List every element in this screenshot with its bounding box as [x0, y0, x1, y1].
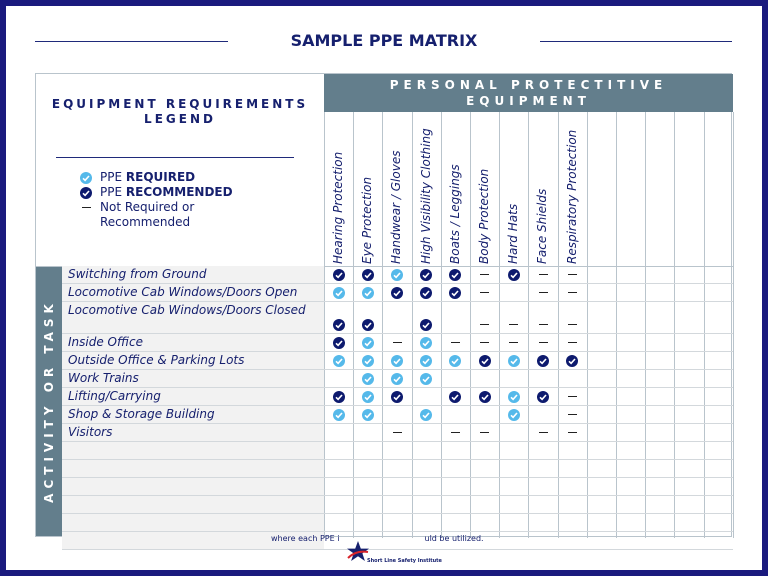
row-divider: [324, 301, 733, 302]
column-divider: [645, 112, 646, 538]
recommended-check-icon: [449, 269, 461, 281]
legend-not-required: [78, 200, 220, 230]
recommended-check-icon: [508, 269, 520, 281]
task-label: Outside Office & Parking Lots: [68, 353, 245, 367]
recommended-check-icon: [537, 391, 549, 403]
not-required-dash: [539, 324, 548, 325]
recommended-check-icon: [362, 319, 374, 331]
required-check-icon: [420, 409, 432, 421]
row-divider: [324, 369, 733, 370]
required-check-icon: [362, 287, 374, 299]
column-label: Face Shields: [535, 188, 550, 264]
task-row-background: [62, 442, 324, 460]
column-divider: [674, 112, 675, 538]
column-divider: [704, 112, 705, 538]
recommended-check-icon: [391, 391, 403, 403]
column-divider: [499, 112, 500, 538]
required-check-icon: [508, 391, 520, 403]
not-required-dash: [539, 274, 548, 275]
not-required-dash: [539, 342, 548, 343]
column-divider: [558, 112, 559, 538]
recommended-check-icon: [479, 391, 491, 403]
required-check-icon: [362, 355, 374, 367]
column-divider: [528, 112, 529, 538]
required-check-icon: [420, 337, 432, 349]
not-required-dash: [568, 342, 577, 343]
column-label: Hard Hats: [506, 203, 521, 264]
recommended-check-icon: [449, 287, 461, 299]
task-row-background: [62, 496, 324, 514]
required-check-icon: [420, 373, 432, 385]
footer-text-right: uld be utilized.: [424, 534, 484, 543]
required-check-icon: [508, 409, 520, 421]
not-required-dash: [480, 324, 489, 325]
task-label: Switching from Ground: [68, 267, 207, 281]
recommended-check-icon: [449, 391, 461, 403]
column-divider: [587, 112, 588, 538]
legend-required-label: REQUIRED: [125, 170, 196, 184]
required-check-icon: [333, 409, 345, 421]
ppe-header-text: PERSONAL PROTECTITIVE EQUIPMENT: [389, 78, 668, 108]
column-label: High Visibility Clothing: [418, 128, 433, 264]
not-required-dash: [451, 432, 460, 433]
not-required-dash: [568, 414, 577, 415]
required-check-icon: [449, 355, 461, 367]
not-required-dash: [509, 324, 518, 325]
row-divider: [324, 333, 733, 334]
required-check-icon: [333, 287, 345, 299]
recommended-check-icon: [566, 355, 578, 367]
row-divider: [324, 441, 733, 442]
task-row-background: [62, 478, 324, 496]
column-divider: [470, 112, 471, 538]
not-required-dash: [568, 324, 577, 325]
task-row-background: [62, 514, 324, 532]
column-divider: [382, 112, 383, 538]
row-divider: [324, 405, 733, 406]
column-label: Handwear / Gloves: [389, 150, 404, 264]
task-label: Locomotive Cab Windows/Doors Open: [68, 285, 298, 299]
column-divider: [733, 112, 734, 538]
required-check-icon: [391, 373, 403, 385]
legend-required-prefix: PPE: [100, 170, 126, 184]
task-label: Work Trains: [68, 371, 139, 385]
row-divider: [324, 495, 733, 496]
column-label: Hearing Protection: [331, 151, 345, 264]
task-label: Lifting/Carrying: [68, 389, 161, 403]
legend-recommended: [78, 185, 233, 200]
row-divider: [324, 531, 733, 532]
row-divider: [324, 423, 733, 424]
legend-title: EQUIPMENT REQUIREMENTS LEGEND: [51, 97, 309, 126]
row-divider: [324, 459, 733, 460]
legend-required: [78, 170, 195, 185]
required-check-icon: [508, 355, 520, 367]
required-check-icon: [362, 373, 374, 385]
activity-header: [36, 266, 62, 536]
not-required-dash: [480, 432, 489, 433]
column-label: Respiratory Protection: [564, 129, 579, 264]
activity-header-text: ACTIVITY OR TASK: [42, 299, 56, 503]
recommended-check-icon: [420, 269, 432, 281]
footer-text-left: where each PPE i: [271, 534, 340, 543]
logo: [342, 540, 442, 568]
task-label: Locomotive Cab Windows/Doors Closed: [68, 303, 306, 317]
recommended-check-icon: [333, 337, 345, 349]
required-check-icon: [333, 355, 345, 367]
not-required-dash: [568, 396, 577, 397]
task-row-background: [62, 460, 324, 478]
required-check-icon: [420, 355, 432, 367]
not-required-dash: [539, 292, 548, 293]
logo-text: Short Line Safety Institute: [367, 558, 442, 564]
column-divider: [616, 112, 617, 538]
recommended-check-icon: [362, 269, 374, 281]
recommended-check-icon: [333, 391, 345, 403]
not-required-dash: [539, 432, 548, 433]
required-check-icon: [362, 391, 374, 403]
not-required-dash: [568, 292, 577, 293]
required-check-icon: [362, 337, 374, 349]
required-check-icon: [391, 269, 403, 281]
required-check-icon: [80, 172, 92, 184]
recommended-check-icon: [479, 355, 491, 367]
ppe-header: [324, 74, 733, 112]
legend: [36, 74, 324, 266]
required-check-icon: [391, 355, 403, 367]
legend-not-required-label: Not Required or Recommended: [100, 200, 195, 229]
not-required-dash: [480, 342, 489, 343]
task-label: Visitors: [68, 425, 113, 439]
row-divider: [324, 387, 733, 388]
column-divider: [441, 112, 442, 538]
not-required-dash: [393, 432, 402, 433]
task-label: Shop & Storage Building: [68, 407, 215, 421]
dash-icon: [82, 207, 91, 208]
not-required-dash: [393, 342, 402, 343]
column-divider: [353, 112, 354, 538]
column-label: Eye Protection: [360, 176, 375, 264]
column-label: Boats / Leggings: [447, 164, 462, 264]
task-label: Inside Office: [68, 335, 143, 349]
row-divider: [324, 283, 733, 284]
row-divider: [324, 513, 733, 514]
recommended-check-icon: [333, 269, 345, 281]
column-divider: [412, 112, 413, 538]
required-check-icon: [362, 409, 374, 421]
row-divider: [324, 351, 733, 352]
not-required-dash: [480, 274, 489, 275]
ppe-matrix: [35, 73, 732, 537]
column-label: Body Protection: [477, 168, 491, 264]
not-required-dash: [568, 432, 577, 433]
recommended-check-icon: [537, 355, 549, 367]
not-required-dash: [509, 342, 518, 343]
row-divider: [324, 477, 733, 478]
page-title: SAMPLE PPE MATRIX: [290, 31, 478, 50]
recommended-check-icon: [80, 187, 92, 199]
legend-divider: [56, 157, 294, 158]
slide: [6, 6, 762, 570]
not-required-dash: [451, 342, 460, 343]
legend-recommended-label: RECOMMENDED: [125, 185, 233, 199]
legend-recommended-prefix: PPE: [100, 185, 126, 199]
column-divider: [324, 112, 325, 538]
not-required-dash: [568, 274, 577, 275]
recommended-check-icon: [420, 319, 432, 331]
recommended-check-icon: [391, 287, 403, 299]
recommended-check-icon: [420, 287, 432, 299]
recommended-check-icon: [333, 319, 345, 331]
not-required-dash: [480, 292, 489, 293]
